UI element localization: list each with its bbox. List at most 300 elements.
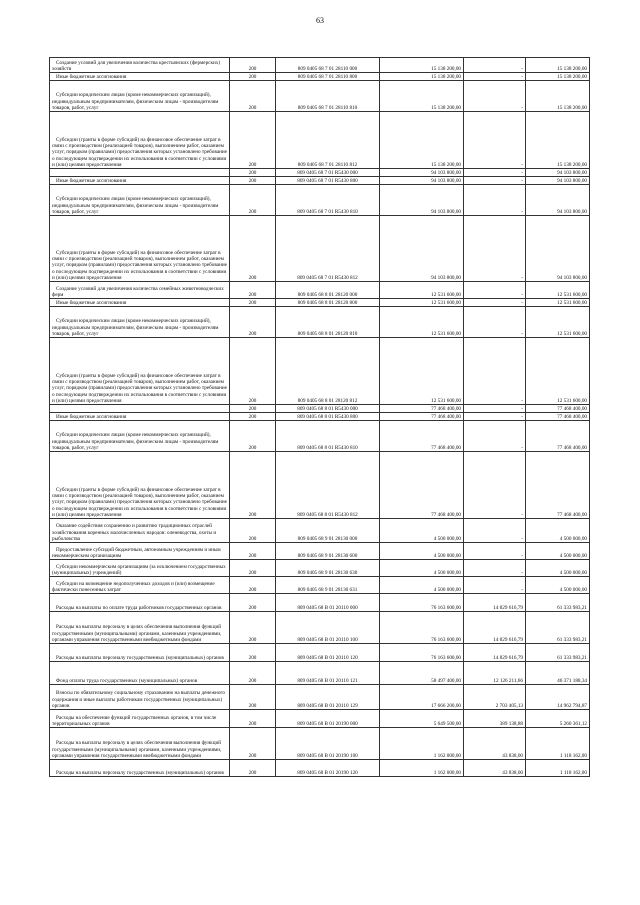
cell-name-text: Субсидии (гранты в форме субсидий) на финансовое обеспечение затрат в связи с производством (реализацией товаров), выполнением работ, оказанием услуг, порядком (правилами) предоставления которых установлено требование о последующем подтверждении их использования в соответствии с условиями и (или) целями предоставления bbox=[52, 249, 227, 281]
cell-rest bbox=[526, 299, 590, 307]
cell-rest-text: 12 531 600,00 bbox=[557, 291, 587, 298]
cell-code bbox=[230, 760, 276, 777]
cell-plan bbox=[380, 307, 464, 338]
cell-kbk bbox=[276, 421, 380, 452]
cell-code-text: 200 bbox=[248, 397, 257, 404]
cell-code bbox=[230, 169, 276, 177]
cell-name bbox=[50, 612, 230, 644]
cell-name bbox=[50, 307, 230, 338]
cell-rest-text: 94 103 800,00 bbox=[557, 208, 587, 215]
cell-code-text: 200 bbox=[248, 702, 257, 709]
cell-rest-text: 12 531 600,00 bbox=[557, 299, 587, 306]
cell-code-text: 200 bbox=[248, 752, 257, 759]
cell-exec bbox=[464, 519, 526, 543]
cell-exec-text: 14 829 616,79 bbox=[493, 604, 523, 611]
cell-code-text: 200 bbox=[248, 586, 257, 593]
cell-name-text: Иные бюджетные ассигнования bbox=[56, 73, 127, 80]
cell-exec bbox=[464, 169, 526, 177]
cell-exec-text: - bbox=[521, 586, 523, 593]
cell-kbk bbox=[276, 519, 380, 543]
cell-name-text: Оказание содействия сохранению и развитию традиционных отраслей хозяйствования коренных малочисленных народов: оленеводства, охоты и рыболовства bbox=[52, 523, 217, 542]
cell-plan-text: 58 497 400,00 bbox=[431, 677, 461, 684]
table-row bbox=[50, 413, 590, 421]
cell-code bbox=[230, 177, 276, 185]
cell-code bbox=[230, 338, 276, 405]
cell-kbk bbox=[276, 662, 380, 685]
cell-plan-text: 94 103 800,00 bbox=[431, 169, 461, 176]
cell-kbk-text: 809 0405 68 9 01 28130 600 bbox=[297, 552, 358, 559]
cell-code bbox=[230, 685, 276, 710]
cell-kbk-text: 809 0405 68 9 01 28130 000 bbox=[297, 535, 358, 542]
cell-rest bbox=[526, 612, 590, 644]
cell-code bbox=[230, 421, 276, 452]
cell-name bbox=[50, 710, 230, 728]
cell-exec-text: 2 703 405,13 bbox=[495, 702, 523, 709]
cell-rest-text: 94 103 800,00 bbox=[557, 177, 587, 184]
cell-kbk bbox=[276, 413, 380, 421]
table-row bbox=[50, 519, 590, 543]
table-row bbox=[50, 560, 590, 577]
cell-rest bbox=[526, 58, 590, 73]
cell-kbk-text: 809 0405 68 8 01 R5430 812 bbox=[297, 511, 358, 518]
table-row bbox=[50, 710, 590, 728]
cell-exec-text: 12 126 211,66 bbox=[493, 677, 523, 684]
cell-kbk-text: 809 0405 68 В 01 20110 129 bbox=[297, 702, 358, 709]
cell-kbk bbox=[276, 169, 380, 177]
cell-plan-text: 77 468 400,00 bbox=[431, 413, 461, 420]
cell-plan bbox=[380, 112, 464, 169]
page-number: 63 bbox=[316, 16, 324, 25]
table-row bbox=[50, 421, 590, 452]
cell-exec-text: - bbox=[521, 169, 523, 176]
cell-name-text: Субсидии юридическим лицам (кроме некоммерческих организаций), индивидуальным предпринимателям, физическим лицам - производителям товаров, работ, услуг bbox=[52, 432, 219, 451]
cell-kbk-text: 809 0405 68 7 01 28110 000 bbox=[297, 65, 358, 72]
cell-name bbox=[50, 413, 230, 421]
cell-rest-text: 15 138 200,00 bbox=[557, 104, 587, 111]
cell-kbk-text: 809 0405 68 В 01 20110 121 bbox=[297, 677, 358, 684]
cell-plan-text: 76 163 600,00 bbox=[431, 604, 461, 611]
cell-kbk bbox=[276, 644, 380, 662]
cell-plan-text: 15 138 200,00 bbox=[431, 104, 461, 111]
table-row bbox=[50, 216, 590, 282]
cell-exec bbox=[464, 760, 526, 777]
cell-plan-text: 94 103 800,00 bbox=[431, 177, 461, 184]
cell-plan bbox=[380, 81, 464, 112]
cell-plan-text: 76 163 600,00 bbox=[431, 654, 461, 661]
cell-code-text: 200 bbox=[248, 636, 257, 643]
cell-kbk bbox=[276, 612, 380, 644]
cell-name-text: Иные бюджетные ассигнования bbox=[56, 413, 127, 420]
cell-name-text: Субсидии юридическим лицам (кроме некоммерческих организаций), индивидуальным предпринимателям, физическим лицам - производителям товаров, работ, услуг bbox=[52, 318, 219, 337]
cell-kbk bbox=[276, 58, 380, 73]
cell-kbk bbox=[276, 73, 380, 81]
cell-exec bbox=[464, 282, 526, 299]
cell-kbk-text: 809 0405 68 7 01 R5430 800 bbox=[297, 177, 358, 184]
cell-rest-text: 4 500 000,00 bbox=[559, 586, 587, 593]
cell-name bbox=[50, 452, 230, 519]
cell-exec-text: 14 829 616,79 bbox=[493, 636, 523, 643]
cell-name bbox=[50, 282, 230, 299]
cell-plan-text: 15 138 200,00 bbox=[431, 73, 461, 80]
cell-plan bbox=[380, 728, 464, 760]
cell-name-text: Создание условий для увеличения количества семейных животноводческих ферм bbox=[52, 285, 224, 298]
cell-rest bbox=[526, 662, 590, 685]
cell-plan-text: 12 531 600,00 bbox=[431, 330, 461, 337]
cell-rest bbox=[526, 169, 590, 177]
table-row bbox=[50, 644, 590, 662]
cell-code bbox=[230, 185, 276, 216]
cell-plan-text: 94 103 800,00 bbox=[431, 208, 461, 215]
cell-name bbox=[50, 594, 230, 612]
cell-exec-text: - bbox=[521, 405, 523, 412]
cell-name bbox=[50, 577, 230, 594]
cell-name-text: Иные бюджетные ассигнования bbox=[56, 299, 127, 306]
cell-exec bbox=[464, 728, 526, 760]
cell-name-text: Расходы на выплаты персоналу в целях обеспечения выполнения функций государственными (муниципальными) органами, казенными учреждениями, органами управления государственными внебюджетными фондами bbox=[52, 624, 222, 643]
cell-rest-text: 46 371 188,34 bbox=[557, 677, 587, 684]
cell-rest bbox=[526, 728, 590, 760]
cell-code-text: 200 bbox=[248, 177, 257, 184]
cell-plan bbox=[380, 519, 464, 543]
cell-name bbox=[50, 560, 230, 577]
cell-plan bbox=[380, 710, 464, 728]
cell-rest bbox=[526, 112, 590, 169]
cell-plan bbox=[380, 421, 464, 452]
cell-exec bbox=[464, 644, 526, 662]
cell-exec bbox=[464, 421, 526, 452]
cell-code-text: 200 bbox=[248, 677, 257, 684]
cell-kbk bbox=[276, 307, 380, 338]
cell-plan-text: 12 531 600,00 bbox=[431, 291, 461, 298]
cell-rest bbox=[526, 560, 590, 577]
cell-kbk bbox=[276, 282, 380, 299]
cell-exec-text: - bbox=[521, 65, 523, 72]
cell-code-text: 200 bbox=[248, 299, 257, 306]
table-row bbox=[50, 58, 590, 73]
cell-kbk-text: 809 0405 68 8 01 28120 800 bbox=[297, 299, 358, 306]
cell-kbk bbox=[276, 112, 380, 169]
table-row bbox=[50, 405, 590, 413]
cell-kbk-text: 809 0405 68 В 01 20190 120 bbox=[297, 769, 358, 776]
cell-plan-text: 4 500 000,00 bbox=[433, 552, 461, 559]
cell-name-text: Взносы по обязательному социальному страхованию на выплаты денежного содержания и иные выплаты работникам государственных (муниципальных) органов bbox=[52, 690, 226, 709]
cell-plan-text: 17 666 200,00 bbox=[431, 702, 461, 709]
cell-kbk-text: 809 0405 68 В 01 20110 000 bbox=[297, 604, 358, 611]
cell-name bbox=[50, 58, 230, 73]
cell-rest-text: 61 333 983,21 bbox=[557, 604, 587, 611]
cell-plan bbox=[380, 73, 464, 81]
cell-exec bbox=[464, 543, 526, 560]
cell-exec-text: - bbox=[521, 397, 523, 404]
cell-code bbox=[230, 594, 276, 612]
cell-exec-text: - bbox=[521, 569, 523, 576]
cell-exec bbox=[464, 185, 526, 216]
cell-plan bbox=[380, 216, 464, 282]
table-row bbox=[50, 307, 590, 338]
cell-name-text: Субсидии (гранты в форме субсидий) на финансовое обеспечение затрат в связи с производством (реализацией товаров), выполнением работ, оказанием услуг, порядком (правилами) предоставления которых установлено требование о последующем подтверждении их использования в соответствии с условиями и (или) целями предоставления bbox=[52, 486, 227, 518]
cell-exec bbox=[464, 685, 526, 710]
cell-rest-text: 15 138 200,00 bbox=[557, 65, 587, 72]
cell-rest bbox=[526, 644, 590, 662]
cell-kbk bbox=[276, 543, 380, 560]
cell-code bbox=[230, 728, 276, 760]
cell-plan-text: 77 468 400,00 bbox=[431, 405, 461, 412]
cell-rest bbox=[526, 177, 590, 185]
cell-plan bbox=[380, 405, 464, 413]
cell-code bbox=[230, 644, 276, 662]
cell-rest-text: 14 962 794,87 bbox=[557, 702, 587, 709]
cell-kbk-text: 809 0405 68 7 01 R5430 000 bbox=[297, 169, 358, 176]
cell-plan bbox=[380, 594, 464, 612]
cell-kbk-text: 809 0405 68 7 01 28110 800 bbox=[297, 73, 358, 80]
cell-rest-text: 1 118 162,00 bbox=[559, 752, 587, 759]
cell-code-text: 200 bbox=[248, 604, 257, 611]
cell-code-text: 200 bbox=[248, 444, 257, 451]
budget-table-body bbox=[50, 58, 590, 777]
cell-plan bbox=[380, 338, 464, 405]
cell-plan-text: 4 500 000,00 bbox=[433, 569, 461, 576]
cell-plan bbox=[380, 760, 464, 777]
cell-rest-text: 4 500 000,00 bbox=[559, 552, 587, 559]
cell-name-text: Субсидии (гранты в форме субсидий) на финансовое обеспечение затрат в связи с производством (реализацией товаров), выполнением работ, оказанием услуг, порядком (правилами) предоставления которых установлено требование о последующем подтверждении их использования в соответствии с условиями и (или) целями предоставления bbox=[52, 136, 227, 168]
cell-kbk bbox=[276, 710, 380, 728]
cell-exec-text: - bbox=[521, 299, 523, 306]
cell-code bbox=[230, 452, 276, 519]
cell-rest bbox=[526, 405, 590, 413]
cell-exec bbox=[464, 81, 526, 112]
cell-rest bbox=[526, 594, 590, 612]
table-row bbox=[50, 760, 590, 777]
cell-name-text: Расходы на выплаты по оплате труда работников государственных органов bbox=[56, 604, 222, 611]
cell-code bbox=[230, 81, 276, 112]
cell-name bbox=[50, 338, 230, 405]
table-row bbox=[50, 112, 590, 169]
cell-rest bbox=[526, 413, 590, 421]
cell-plan-text: 94 103 800,00 bbox=[431, 274, 461, 281]
cell-exec bbox=[464, 338, 526, 405]
cell-exec bbox=[464, 710, 526, 728]
cell-plan bbox=[380, 185, 464, 216]
cell-code bbox=[230, 560, 276, 577]
cell-kbk bbox=[276, 685, 380, 710]
cell-code bbox=[230, 543, 276, 560]
cell-rest bbox=[526, 81, 590, 112]
cell-exec bbox=[464, 307, 526, 338]
cell-code bbox=[230, 58, 276, 73]
cell-rest bbox=[526, 216, 590, 282]
table-row bbox=[50, 177, 590, 185]
cell-name-text: Субсидии некоммерческим организациям (за исключением государственных (муниципальных) учреждений) bbox=[52, 563, 226, 576]
cell-rest bbox=[526, 307, 590, 338]
cell-plan-text: 4 500 000,00 bbox=[433, 535, 461, 542]
cell-code bbox=[230, 519, 276, 543]
cell-kbk-text: 809 0405 68 8 01 28120 810 bbox=[297, 330, 358, 337]
cell-exec-text: - bbox=[521, 208, 523, 215]
cell-code-text: 200 bbox=[248, 291, 257, 298]
cell-plan bbox=[380, 685, 464, 710]
cell-code-text: 200 bbox=[248, 73, 257, 80]
cell-exec bbox=[464, 560, 526, 577]
table-row bbox=[50, 338, 590, 405]
cell-kbk-text: 809 0405 68 8 01 R5430 800 bbox=[297, 413, 358, 420]
cell-kbk bbox=[276, 577, 380, 594]
cell-code-text: 200 bbox=[248, 330, 257, 337]
table-row bbox=[50, 728, 590, 760]
table-row bbox=[50, 685, 590, 710]
cell-rest bbox=[526, 452, 590, 519]
cell-exec-text: - bbox=[521, 511, 523, 518]
cell-name bbox=[50, 73, 230, 81]
cell-kbk-text: 809 0405 68 В 01 20110 120 bbox=[297, 654, 358, 661]
cell-code bbox=[230, 413, 276, 421]
cell-rest bbox=[526, 760, 590, 777]
cell-code bbox=[230, 662, 276, 685]
cell-kbk bbox=[276, 760, 380, 777]
cell-rest-text: 15 138 200,00 bbox=[557, 73, 587, 80]
cell-exec-text: - bbox=[521, 274, 523, 281]
table-row bbox=[50, 73, 590, 81]
table-row bbox=[50, 577, 590, 594]
cell-code-text: 200 bbox=[248, 169, 257, 176]
cell-kbk-text: 809 0405 68 8 01 R5430 810 bbox=[297, 444, 358, 451]
cell-name-text: Субсидии (гранты в форме субсидий) на финансовое обеспечение затрат в связи с производством (реализацией товаров), выполнением работ, оказанием услуг, порядком (правилами) предоставления которых установлено требование о последующем подтверждении их использования в соответствии с условиями и (или) целями предоставления bbox=[52, 372, 227, 404]
cell-exec bbox=[464, 299, 526, 307]
cell-code-text: 200 bbox=[248, 569, 257, 576]
cell-code bbox=[230, 73, 276, 81]
cell-name bbox=[50, 112, 230, 169]
cell-exec-text: - bbox=[521, 552, 523, 559]
table-row bbox=[50, 282, 590, 299]
cell-name bbox=[50, 519, 230, 543]
cell-code-text: 200 bbox=[248, 720, 257, 727]
cell-rest-text: 12 531 600,00 bbox=[557, 330, 587, 337]
cell-code bbox=[230, 710, 276, 728]
cell-code-text: 200 bbox=[248, 769, 257, 776]
cell-rest bbox=[526, 421, 590, 452]
cell-rest-text: 77 468 400,00 bbox=[557, 511, 587, 518]
cell-rest bbox=[526, 282, 590, 299]
cell-rest bbox=[526, 73, 590, 81]
cell-rest bbox=[526, 338, 590, 405]
cell-code-text: 200 bbox=[248, 405, 257, 412]
cell-plan-text: 1 162 000,00 bbox=[433, 769, 461, 776]
cell-rest-text: 4 500 000,00 bbox=[559, 535, 587, 542]
cell-code bbox=[230, 307, 276, 338]
cell-exec bbox=[464, 662, 526, 685]
cell-exec-text: - bbox=[521, 291, 523, 298]
cell-name bbox=[50, 760, 230, 777]
cell-kbk bbox=[276, 338, 380, 405]
cell-code-text: 200 bbox=[248, 511, 257, 518]
cell-exec-text: 43 838,00 bbox=[502, 752, 523, 759]
cell-code bbox=[230, 216, 276, 282]
cell-code bbox=[230, 577, 276, 594]
cell-name bbox=[50, 421, 230, 452]
cell-plan bbox=[380, 644, 464, 662]
cell-rest bbox=[526, 710, 590, 728]
table-row bbox=[50, 543, 590, 560]
cell-name bbox=[50, 177, 230, 185]
cell-rest-text: 12 531 600,00 bbox=[557, 397, 587, 404]
cell-exec-text: - bbox=[521, 444, 523, 451]
cell-kbk-text: 809 0405 68 7 01 R5430 812 bbox=[297, 274, 358, 281]
cell-name-text: Иные бюджетные ассигнования bbox=[56, 177, 127, 184]
cell-plan bbox=[380, 662, 464, 685]
cell-name bbox=[50, 685, 230, 710]
table-row bbox=[50, 81, 590, 112]
cell-name-text: Предоставление субсидий бюджетным, автономным учреждениям и иным некоммерческим организациям bbox=[52, 546, 221, 559]
cell-rest-text: 61 333 983,21 bbox=[557, 654, 587, 661]
cell-kbk-text: 809 0405 68 7 01 R5430 810 bbox=[297, 208, 358, 215]
cell-name-text: Расходы на выплаты персоналу в целях обеспечения выполнения функций государственными (муниципальными) органами, казенными учреждениями, органами управления государственными внебюджетными фондами bbox=[52, 740, 222, 759]
cell-kbk bbox=[276, 177, 380, 185]
cell-name bbox=[50, 216, 230, 282]
cell-rest-text: 77 468 400,00 bbox=[557, 413, 587, 420]
table-row bbox=[50, 185, 590, 216]
cell-rest bbox=[526, 543, 590, 560]
cell-code-text: 200 bbox=[248, 552, 257, 559]
cell-kbk-text: 809 0405 68 В 01 20190 000 bbox=[297, 720, 358, 727]
cell-name bbox=[50, 185, 230, 216]
cell-exec-text: 14 829 616,79 bbox=[493, 654, 523, 661]
cell-plan bbox=[380, 177, 464, 185]
cell-exec bbox=[464, 112, 526, 169]
cell-code bbox=[230, 612, 276, 644]
cell-plan-text: 77 468 400,00 bbox=[431, 511, 461, 518]
cell-code-text: 200 bbox=[248, 104, 257, 111]
cell-kbk bbox=[276, 185, 380, 216]
cell-code-text: 200 bbox=[248, 208, 257, 215]
cell-rest-text: 94 103 800,00 bbox=[557, 274, 587, 281]
cell-name-text: Расходы на обеспечение функций государственных органов, в том числе территориальных органов bbox=[52, 714, 217, 727]
cell-rest bbox=[526, 685, 590, 710]
cell-exec bbox=[464, 58, 526, 73]
cell-kbk-text: 809 0405 68 7 01 28110 810 bbox=[297, 104, 358, 111]
cell-plan bbox=[380, 543, 464, 560]
cell-rest-text: 5 260 361,12 bbox=[559, 720, 587, 727]
cell-exec-text: - bbox=[521, 413, 523, 420]
cell-name bbox=[50, 543, 230, 560]
cell-exec-text: - bbox=[521, 330, 523, 337]
cell-rest-text: 1 118 162,00 bbox=[559, 769, 587, 776]
cell-exec-text: - bbox=[521, 104, 523, 111]
cell-kbk bbox=[276, 299, 380, 307]
table-row bbox=[50, 452, 590, 519]
cell-rest-text: 15 138 200,00 bbox=[557, 161, 587, 168]
cell-plan-text: 15 138 200,00 bbox=[431, 65, 461, 72]
cell-kbk-text: 809 0405 68 8 01 28120 812 bbox=[297, 397, 358, 404]
cell-name bbox=[50, 405, 230, 413]
table-row bbox=[50, 612, 590, 644]
cell-kbk-text: 809 0405 68 9 01 28130 630 bbox=[297, 569, 358, 576]
cell-kbk-text: 809 0405 68 В 01 20110 100 bbox=[297, 636, 358, 643]
cell-plan-text: 15 138 200,00 bbox=[431, 161, 461, 168]
cell-code bbox=[230, 405, 276, 413]
cell-plan bbox=[380, 452, 464, 519]
table-row bbox=[50, 594, 590, 612]
cell-kbk bbox=[276, 728, 380, 760]
cell-rest-text: 4 500 000,00 bbox=[559, 569, 587, 576]
cell-exec bbox=[464, 452, 526, 519]
cell-code-text: 200 bbox=[248, 654, 257, 661]
cell-exec-text: - bbox=[521, 535, 523, 542]
cell-exec-text: 389 138,88 bbox=[499, 720, 523, 727]
cell-kbk bbox=[276, 560, 380, 577]
cell-plan-text: 1 162 000,00 bbox=[433, 752, 461, 759]
cell-exec bbox=[464, 413, 526, 421]
cell-plan bbox=[380, 282, 464, 299]
cell-rest-text: 77 468 400,00 bbox=[557, 405, 587, 412]
